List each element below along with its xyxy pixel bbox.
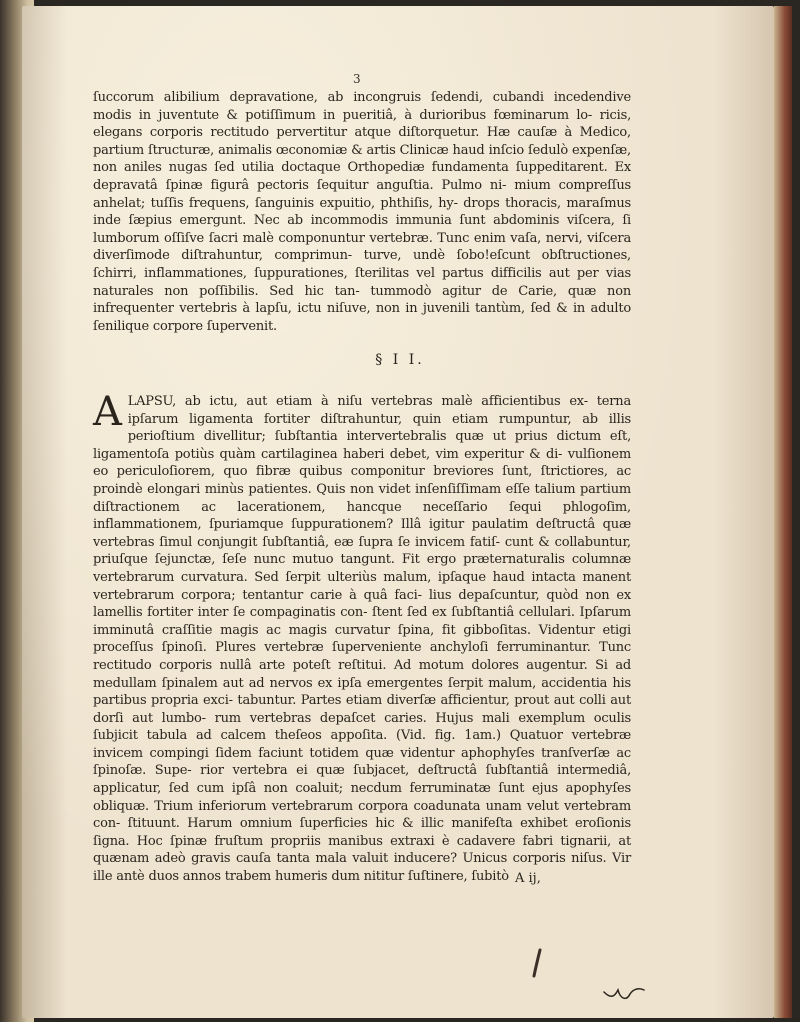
section-heading: § I I. xyxy=(375,352,425,368)
paragraph-continuation: ſuccorum alibilium depravatione, ab incongruis ſedendi, cubandi incedendive modis in juventute & potiſſimum in pueritiâ, à durioribus fœminarum lo- ricis, elegans corporis rectitudo pervertitur atque diſtorquetur. Hæ cauſæ à Medico, partium ſtructuræ, animalis œconomiæ & artis Clinicæ haud inſcio ſedulò expenſæ, non aniles nugas ſed utilia doctaque Orthopediæ fundamenta ſuppeditarent. Ex depravatâ ſpinæ figurâ pectoris ſequitur anguſtia. Pulmo ni- mium compreſſus anhelat; tuſſis frequens, ſanguinis expuitio, phthiſis, hy- drops thoracis, maraſmus inde ſæpius emergunt. Nec ab incommodis immunia ſunt abdominis viſcera, ſi lumborum oſſiſve ſacri malè componuntur vertebræ. Tunc enim vaſa, nervi, viſcera diverſimode diſtrahuntur, comprimun- turve, undè ſobo!eſcunt obſtructiones, ſchirri, inflammationes, ſuppurationes, ſterilitas vel partus difficilis aut per vias naturales non poſſibilis. Sed hic tan- tummodò agitur de Carie, quæ non infrequenter vertebris à lapſu, ictu niſuve, non in juvenili tantùm, ſed & in adulto ſenilique corpore ſupervenit. xyxy=(93,90,631,334)
paragraph-section-2 xyxy=(93,389,631,886)
pen-scribble-icon xyxy=(602,984,646,1006)
ink-mark-icon xyxy=(530,948,546,978)
page-edge xyxy=(774,6,792,1018)
page-number: 3 xyxy=(353,72,361,86)
drop-cap: A xyxy=(93,389,122,435)
signature-mark: A ij, xyxy=(515,871,541,886)
paragraph-body: LAPSU, ab ictu, aut etiam à niſu vertebras malè afficientibus ex- terna ipſarum ligamenta fortiter diſtrahuntur, quin etiam rumpuntur, ab illis perioſtium divellitur; ſubſtantia intervertebralis quæ ut prius dictum eſt, ligamentoſa potiùs quàm cartilaginea haberi debet, vim experitur & di- vulſionem eo periculoſiorem, quo fibræ quibus componitur breviores ſunt, ſtrictiores, ac proindè elongari minùs patientes. Quis non videt inſenſiſſimam eſſe talium partium diſtractionem ac lacerationem, hancque neceſſario ſequi phlogoſim, inflammationem, ſpuriamque ſuppurationem? Illâ igitur paulatim deſtructâ quæ vertebras ſimul conjungit ſubſtantiâ, eæ ſupra ſe invicem fatiſ- cunt & collabuntur, priuſque ſejunctæ, ſeſe nunc mutuo tangunt. Fit ergo præternaturalis columnæ vertebrarum curvatura. Sed ſerpit ulteriùs malum, ipſaque haud intacta manent vertebrarum corpora; tentantur carie à quâ faci- lius depaſcuntur, quòd non ex lamellis fortiter inter ſe compaginatis con- ſtent ſed ex ſubſtantiâ cellulari. Ipſarum imminutâ craſſitie magis ac magis curvatur ſpina, fit gibboſitas. Videntur etigi proceſſus ſpinoſi. Plures vertebræ ſuperveniente anchyloſi ferruminantur. Tunc rectitudo corporis nullâ arte poteſt reſtitui. Ad motum dolores augentur. Si ad medullam ſpinalem aut ad nervos ex ipſa emergentes ſerpit malum, accidentia his partibus propria exci- tabuntur. Partes etiam diverſæ afficientur, prout aut colli aut dorſi aut lumbo- rum vertebras depaſcet caries. Hujus mali exemplum oculis ſubjicit tabula ad calcem theſeos appoſita. (Vid. fig. 1am.) Quatuor vertebræ invicem compingi ſidem faciunt totidem quæ videntur aphophyſes tranſverſæ ac ſpinoſæ. Supe- rior vertebra ei quæ ſubjacet, deſtructâ ſubſtantiâ intermediâ, applicatur, ſed cum ipſâ non coaluit; necdum ferruminatæ ſunt ejus apophyſes obliquæ. Trium inferiorum vertebrarum corpora coadunata unam velut vertebram con- ſtituunt. Harum omnium ſuperficies hic & illic manifeſta exhibet eroſionis ſigna. Hoc ſpinæ fruſtum propriis manibus extraxi è cadavere fabri tignarii, at quænam adeò gravis cauſa tanta mala valuit inducere? Unicus corporis niſus. Vir ille antè duos annos trabem humeris dum nititur ſuſtinere, ſubitò xyxy=(93,394,631,885)
